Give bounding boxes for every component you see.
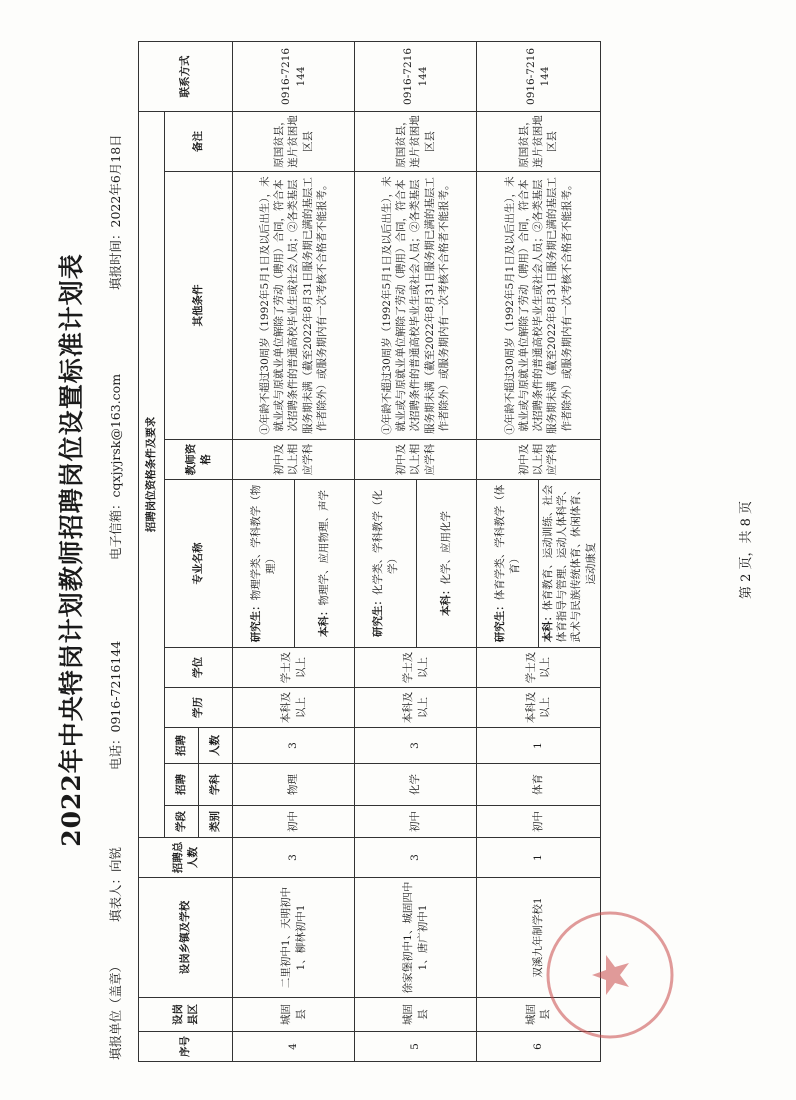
row-remark: 原国贫县，连片贫困地区县 [355,111,477,171]
page-footer: 第 2 页，共 8 页 [739,500,754,600]
ug-label: 本科： [542,610,554,643]
filler-info [106,847,124,922]
fill-unit-label: 填报单位（盖章） [108,959,123,1060]
filler-name: 向锐 [108,846,123,872]
row-ug-major [295,480,355,648]
row-remark: 原国贫县，连片贫困地区县 [233,111,355,171]
email-label: 电子信箱： [108,497,123,560]
phone-value: 0916-7216144 [108,640,123,733]
row-grad-major [477,480,539,648]
header-seq: 序号 [139,1032,233,1062]
row-school: 双溪九年制学校1 [477,878,601,998]
table-row [355,41,417,1061]
row-cert: 初中及以上相应学科 [233,440,355,480]
header-town-school: 设岗乡镇及学校 [139,878,233,998]
row-county: 城固县 [233,998,355,1032]
header-edu: 学历 [165,688,233,728]
row-edu: 本科及以上 [233,688,355,728]
row-contact: 0916-7216144 [355,41,477,111]
row-total: 1 [477,838,601,878]
phone-info [106,641,124,770]
header-count-sub: 人数 [199,728,233,764]
ug-label: 本科： [440,584,453,616]
row-seq: 5 [355,1032,477,1062]
row-degree: 学士及以上 [233,648,355,688]
email-value: cqxjyjrsk@163.com [108,373,123,498]
row-stage: 初中 [233,806,355,838]
row-cert: 初中及以上相应学科 [477,440,601,480]
row-grad-major [355,480,417,648]
row-school: 二里初中1、天明初中1、柳林初中1 [233,878,355,998]
table-row [233,41,295,1061]
row-degree: 学士及以上 [477,648,601,688]
row-degree: 学士及以上 [355,648,477,688]
grad-major-value: 化学类、学科教学（化学） [372,490,399,595]
row-count: 3 [233,728,355,764]
row-contact: 0916-7216144 [477,41,601,111]
header-row-1 [139,41,165,1061]
ug-major-value: 化学、应用化学 [440,511,453,585]
ug-major-value: 体育教育、运动训练、社会体育指导与管理、运动人体科学、武术与民族传统体育、休闲体育、运动康复 [542,484,597,643]
row-stage: 初中 [355,806,477,838]
row-other: ①年龄不超过30周岁（1992年5月1日及以后出生），未就业或与原就业单位解除了劳动（聘用）合同，符合本次招聘条件的普通高校毕业生或社会人员；②各类基层服务期未满（截至2022年8月31日服务期已满的基层工作者除外）或服务期内有一次考核不合格者不能报考。 [233,172,355,440]
row-count: 3 [355,728,477,764]
row-remark: 原国贫县，连片贫困地区县 [477,111,601,171]
row-total: 3 [233,838,355,878]
date-label: 填报时间： [108,227,123,290]
grad-major-value: 体育学类、学科教学（体育） [494,484,521,601]
header-county: 设岗县区 [139,998,233,1032]
row-other: ①年龄不超过30周岁（1992年5月1日及以后出生），未就业或与原就业单位解除了劳动（聘用）合同，符合本次招聘条件的普通高校毕业生或社会人员；②各类基层服务期未满（截至2022年8月31日服务期已满的基层工作者除外）或服务期内有一次考核不合格者不能报考。 [477,172,601,440]
filler-label: 填表人： [108,871,123,922]
header-total: 招聘总人数 [139,838,233,878]
table-row [477,41,539,1061]
date-value: 2022年6月18日 [108,134,123,228]
header-contact: 联系方式 [139,41,233,111]
row-subject: 化学 [355,764,477,806]
header-requirements: 招聘岗位资格条件及要求 [139,111,165,837]
header-stage-sub: 类别 [199,806,233,838]
phone-label: 电话： [108,732,123,770]
row-other: ①年龄不超过30周岁（1992年5月1日及以后出生），未就业或与原就业单位解除了劳动（聘用）合同，符合本次招聘条件的普通高校毕业生或社会人员；②各类基层服务期未满（截至2022年8月31日服务期已满的基层工作者除外）或服务期内有一次考核不合格者不能报考。 [355,172,477,440]
row-county: 城固县 [477,998,601,1032]
row-seq: 4 [233,1032,355,1062]
header-remark: 备注 [165,111,233,171]
ug-label: 本科： [318,605,331,637]
grad-label: 研究生： [250,600,263,643]
row-edu: 本科及以上 [477,688,601,728]
row-count: 1 [477,728,601,764]
row-grad-major [233,480,295,648]
row-ug-major [539,480,601,648]
email-info [106,374,124,560]
grad-label: 研究生： [494,600,507,643]
row-school: 徐家堡初中1、城固四中1、唐广初中1 [355,878,477,998]
row-seq: 6 [477,1032,601,1062]
header-subject-sub: 学科 [199,764,233,806]
official-seal-stamp [540,905,680,1045]
header-count-top: 招聘 [165,728,199,764]
date-info [106,134,124,290]
recruitment-table [138,41,601,1062]
header-cert: 教师资格 [165,440,233,480]
row-subject: 体育 [477,764,601,806]
header-degree: 学位 [165,648,233,688]
row-county: 城固县 [355,998,477,1032]
header-major: 专业名称 [165,480,233,648]
row-cert: 初中及以上相应学科 [355,440,477,480]
row-total: 3 [355,838,477,878]
row-subject: 物理 [233,764,355,806]
row-edu: 本科及以上 [355,688,477,728]
seal-star-icon [592,955,629,995]
ug-major-value: 物理学、应用物理、声学 [318,490,331,606]
row-ug-major [417,480,477,648]
row-stage: 初中 [477,806,601,838]
header-other: 其他条件 [165,172,233,440]
header-stage: 学段 [165,806,199,838]
grad-major-value: 物理学类、学科教学（物理） [250,484,277,601]
grad-label: 研究生： [372,595,385,637]
header-subject-top: 招聘 [165,764,199,806]
document-title: 2022年中央特岗计划教师招聘岗位设置标准计划表 [57,253,86,847]
row-contact: 0916-7216144 [233,41,355,111]
